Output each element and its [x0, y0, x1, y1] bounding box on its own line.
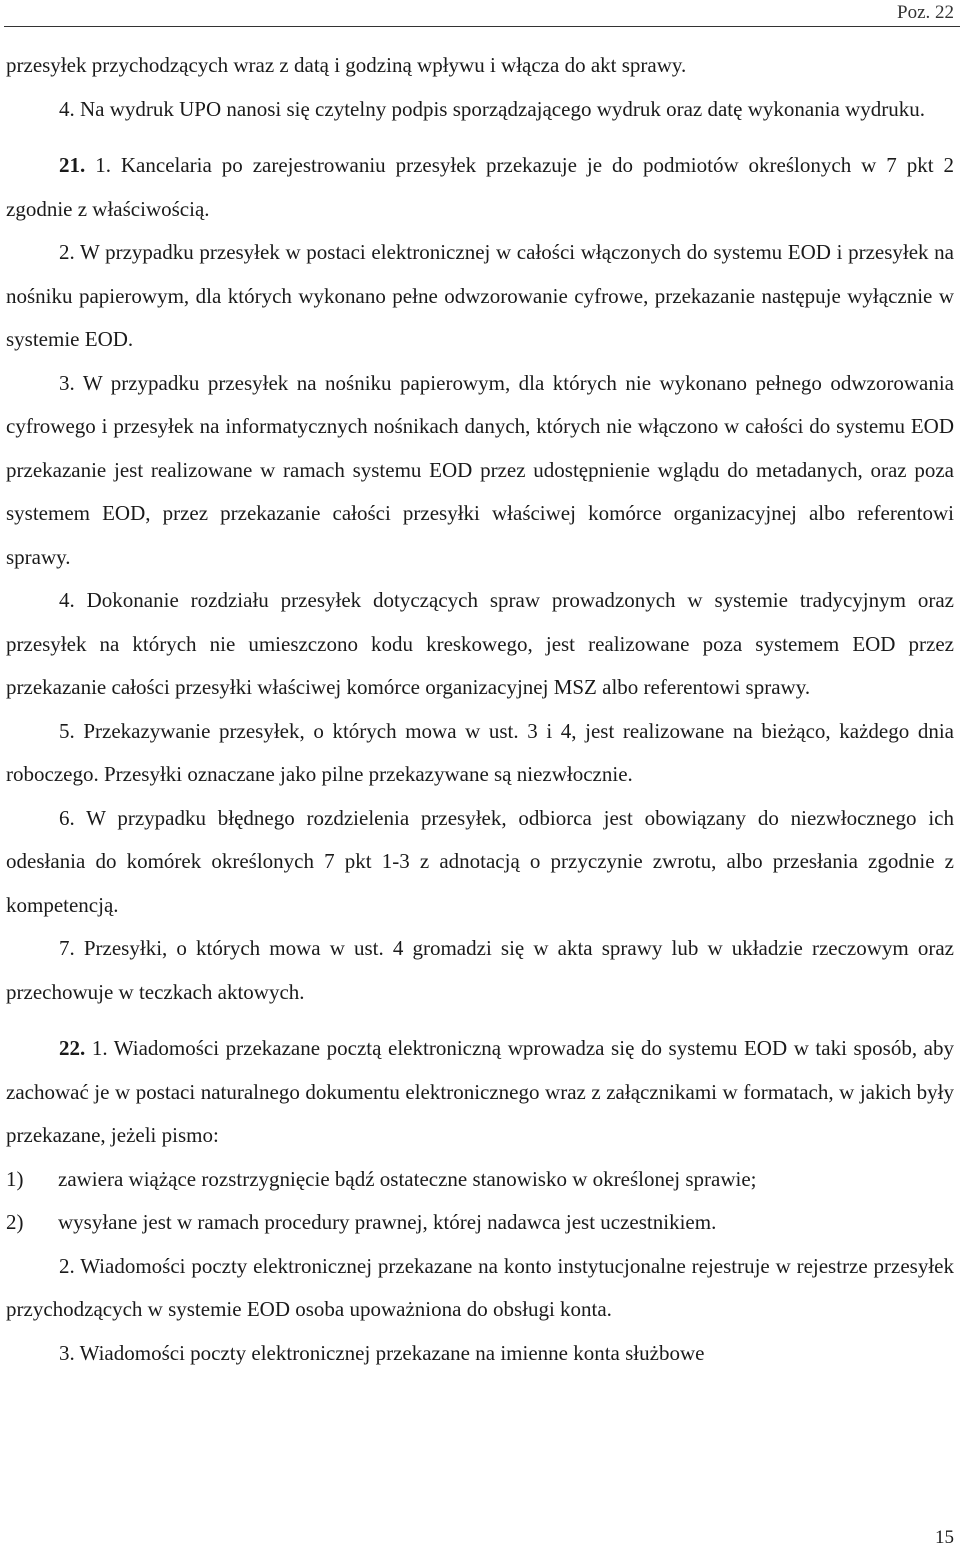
document-body: [6, 44, 954, 1375]
paragraph: 3. Wiadomości poczty elektronicznej przekazane na imienne konta służbowe: [59, 1340, 705, 1365]
section-paragraph: [6, 1027, 954, 1158]
section-paragraph: [6, 144, 954, 231]
list-item-number: 1): [6, 1166, 24, 1191]
section-number: 22.: [59, 1036, 86, 1060]
list-item-text: zawiera wiążące rozstrzygnięcie bądź ostateczne stanowisko w określonej sprawie;: [58, 1166, 757, 1191]
paragraph: 5. Przekazywanie przesyłek, o których mowa w ust. 3 i 4, jest realizowane na bieżąco, każdego dnia roboczego. Przesyłki oznaczane jako pilne przekazywane są niezwłocznie.: [6, 718, 954, 786]
paragraph: 6. W przypadku błędnego rozdzielenia przesyłek, odbiorca jest obowiązany do niezwłocznego ich odesłania do komórek określonych 7 pkt 1-3 z adnotacją o przyczynie zwrotu, albo przesłania zgodnie z kompetencją.: [6, 805, 954, 917]
list-item: [6, 1201, 954, 1245]
list-item: [6, 1158, 954, 1202]
paragraph: 7. Przesyłki, o których mowa w ust. 4 gromadzi się w akta sprawy lub w układzie rzeczowym oraz przechowuje w teczkach aktowych.: [6, 936, 954, 1004]
paragraph: 2. Wiadomości poczty elektronicznej przekazane na konto instytucjonalne rejestruje w rejestrze przesyłek przychodzących w systemie EOD osoba upoważniona do obsługi konta.: [6, 1253, 954, 1321]
paragraph: 3. W przypadku przesyłek na nośniku papierowym, dla których nie wykonano pełnego odwzorowania cyfrowego i przesyłek na informatycznych nośnikach danych, których nie włączono w całości do systemu EOD przekazanie jest realizowane w ramach systemu EOD przez udostępnienie wglądu do metadanych, oraz poza systemem EOD, przez przekazanie całości przesyłki właściwej komórce organizacyjnej albo referentowi sprawy.: [6, 370, 954, 569]
paragraph: 4. Na wydruk UPO nanosi się czytelny podpis sporządzającego wydruk oraz datę wykonania wydruku.: [59, 96, 926, 121]
section-number: 21.: [59, 153, 86, 177]
list-item-text: wysyłane jest w ramach procedury prawnej, której nadawca jest uczestnikiem.: [58, 1210, 717, 1234]
paragraph-text: 1. Wiadomości przekazane pocztą elektroniczną wprowadza się do systemu EOD w taki sposób, aby zachować je w postaci naturalnego dokumentu elektronicznego wraz z załącznikami w formatach, w jakich były przekazane, jeżeli pismo:: [6, 1036, 954, 1147]
page-number: 15: [935, 1527, 954, 1548]
header-rule: [4, 26, 960, 27]
paragraph-text: 1. Kancelaria po zarejestrowaniu przesyłek przekazuje je do podmiotów określonych w 7 pkt 2 zgodnie z właściwością.: [6, 153, 954, 221]
paragraph: 2. W przypadku przesyłek w postaci elektronicznej w całości włączonych do systemu EOD i przesyłek na nośniku papierowym, dla których wykonano pełne odwzorowanie cyfrowe, przekazanie następuje wyłącznie w systemie EOD.: [6, 240, 954, 351]
list-item-number: 2): [6, 1210, 24, 1234]
paragraph: 4. Dokonanie rozdziału przesyłek dotyczących spraw prowadzonych w systemie tradycyjnym oraz przesyłek na których nie umieszczono kodu kreskowego, jest realizowane poza systemem EOD przez przekazanie całości przesyłki właściwej komórce organizacyjnej MSZ albo referentowi sprawy.: [6, 588, 954, 699]
running-head: Poz. 22: [897, 2, 954, 23]
paragraph: przesyłek przychodzących wraz z datą i godziną wpływu i włącza do akt sprawy.: [6, 53, 687, 77]
